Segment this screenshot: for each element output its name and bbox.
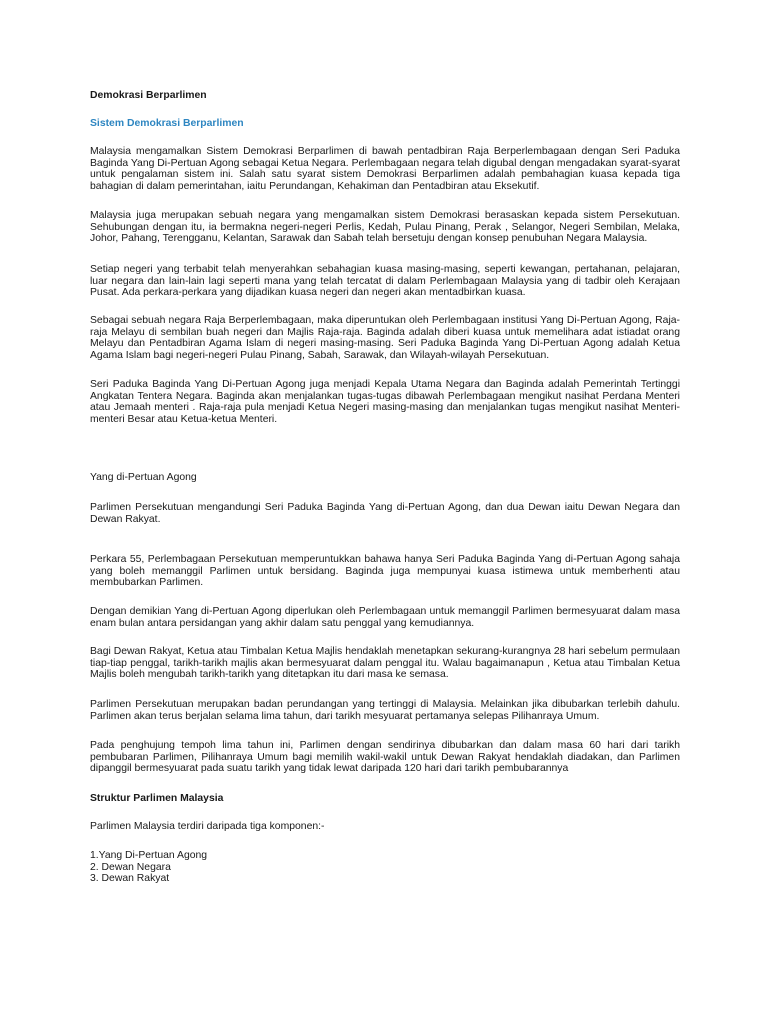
paragraph-4: Sebagai sebuah negara Raja Berperlembagaan, maka diperuntukan oleh Perlembagaan institusi Yang Di-Pertuan Agong, Raja-raja Melayu di sembilan buah negeri dan Majlis Raja-raja. Baginda adalah diberi kuasa untuk memelihara adat istiadat orang Melayu dan Pentadbiran Agama Islam di negeri masing-masing. Seri Paduka Baginda Yang Di-Pertuan Agong adalah Ketua Agama Islam bagi negeri-negeri Pulau Pinang, Sabah, Sarawak, dan Wilayah-wilayah Persekutuan. (90, 315, 680, 361)
paragraph-12: Parlimen Malaysia terdiri daripada tiga komponen:- (90, 821, 325, 832)
list-item: 2. Dewan Negara (90, 861, 171, 873)
section-heading-agong: Yang di-Pertuan Agong (90, 472, 197, 483)
paragraph-8: Dengan demikian Yang di-Pertuan Agong diperlukan oleh Perlembagaan untuk memanggil Parlimen bermesyuarat dalam masa enam bulan antara persidangan yang akhir dalam satu penggal yang kemudiannya. (90, 606, 680, 629)
paragraph-3: Setiap negeri yang terbabit telah menyerahkan sebahagian kuasa masing-masing, seperti kewangan, pertahanan, pelajaran, luar negara dan lain-lain lagi seperti mana yang telah tercatat di dalam Perlembagaan Malaysia yang di tadbir oleh Kerajaan Pusat. Ada perkara-perkara yang dijadikan kuasa negeri dan negeri akan mentadbirkan kuasa. (90, 264, 680, 299)
paragraph-2: Malaysia juga merupakan sebuah negara yang mengamalkan sistem Demokrasi berasaskan kepada sistem Persekutuan. Sehubungan dengan itu, ia bermakna negeri-negeri Perlis, Kedah, Pulau Pinang, Perak , Selangor, Negeri Sembilan, Melaka, Johor, Pahang, Terengganu, Kelantan, Sarawak dan Sabah telah bersetuju dengan konsep penubuhan Negara Malaysia. (90, 210, 680, 245)
paragraph-10: Parlimen Persekutuan merupakan badan perundangan yang tertinggi di Malaysia. Melainkan jika dibubarkan terlebih dahulu. Parlimen akan terus berjalan selama lima tahun, dari tarikh mesyuarat pertamanya selepas Pilihanraya Umum. (90, 699, 680, 722)
document-title: Demokrasi Berparlimen (90, 90, 207, 101)
paragraph-7: Perkara 55, Perlembagaan Persekutuan memperuntukkan bahawa hanya Seri Paduka Baginda Yang di-Pertuan Agong sahaja yang boleh memanggil Parlimen untuk bersidang. Baginda juga mempunyai kuasa istimewa untuk memberhenti atau membubarkan Parlimen. (90, 554, 680, 589)
paragraph-6: Parlimen Persekutuan mengandungi Seri Paduka Baginda Yang di-Pertuan Agong, dan dua Dewan iaitu Dewan Negara dan Dewan Rakyat. (90, 502, 680, 525)
section-heading-struktur: Struktur Parlimen Malaysia (90, 793, 224, 804)
list-item: 3. Dewan Rakyat (90, 873, 170, 885)
paragraph-9: Bagi Dewan Rakyat, Ketua atau Timbalan Ketua Majlis hendaklah menetapkan sekurang-kurangnya 28 hari sebelum permulaan tiap-tiap penggal, tarikh-tarikh majlis akan bermesyuarat dalam penggal itu. Walau bagaimanapun , Ketua atau Timbalan Ketua Majlis boleh mengubah tarikh-tarikh yang ditetapkan itu dari masa ke semasa. (90, 646, 680, 681)
document-subtitle: Sistem Demokrasi Berparlimen (90, 118, 244, 129)
paragraph-5: Seri Paduka Baginda Yang Di-Pertuan Agong juga menjadi Kepala Utama Negara dan Baginda adalah Pemerintah Tertinggi Angkatan Tentera Negara. Baginda akan menjalankan tugas-tugas dibawah Perlembagaan mengikut nasihat Perdana Menteri atau Jemaah menteri . Raja-raja pula menjadi Ketua Negeri masing-masing dan menjalankan tugas mengikut nasihat Menteri-menteri Besar atau Ketua-ketua Menteri. (90, 379, 680, 425)
paragraph-1: Malaysia mengamalkan Sistem Demokrasi Berparlimen di bawah pentadbiran Raja Berperlembagaan dengan Seri Paduka Baginda Yang Di-Pertuan Agong sebagai Ketua Negara. Perlembagaan negara telah digubal dengan mengadakan syarat-syarat untuk pengalaman sistem ini. Salah satu syarat sistem Demokrasi Berparlimen adalah pembahagian kuasa kepada tiga bahagian di dalam pemerintahan, iaitu Perundangan, Kehakiman dan Pentadbiran atau Eksekutif. (90, 146, 680, 192)
component-list (90, 850, 680, 885)
list-item: 1.Yang Di-Pertuan Agong (90, 850, 208, 861)
paragraph-11: Pada penghujung tempoh lima tahun ini, Parlimen dengan sendirinya dibubarkan dan dalam masa 60 hari dari tarikh pembubaran Parlimen, Pilihanraya Umum bagi memilih wakil-wakil untuk Dewan Rakyat hendaklah diadakan, dan Parlimen dipanggil bermesyuarat pada suatu tarikh yang tidak lewat daripada 120 hari dari tarikh pembubarannya (90, 740, 680, 775)
